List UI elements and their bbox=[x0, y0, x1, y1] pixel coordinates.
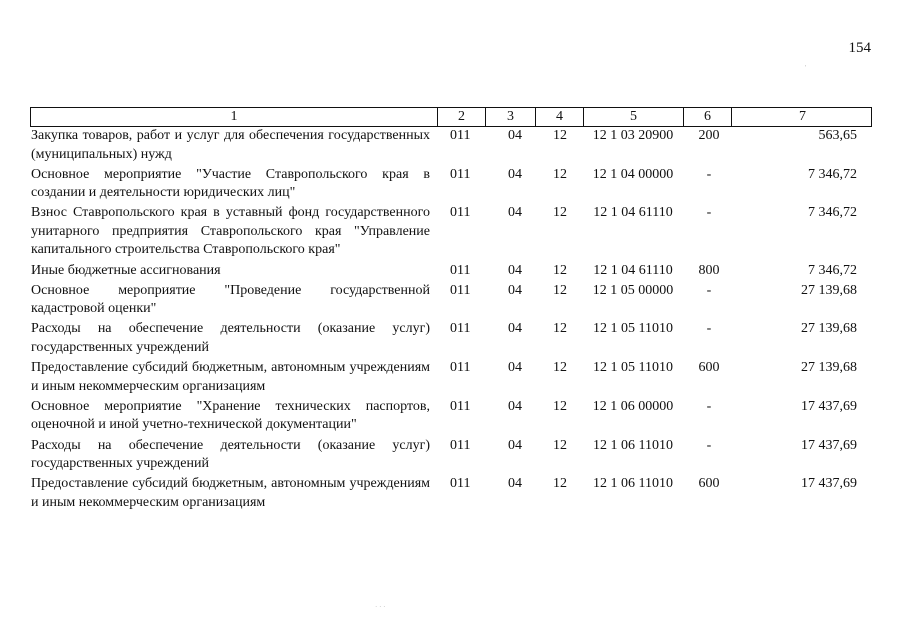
cell-expense-type: - bbox=[706, 437, 712, 453]
cell-description: Основное мероприятие "Хранение технических паспортов, оценочной и иной учетно-технической документации" bbox=[31, 398, 430, 433]
cell-amount: 17 437,69 bbox=[801, 437, 857, 453]
cell-description: Закупка товаров, работ и услуг для обеспечения государственных (муниципальных) нужд bbox=[31, 128, 430, 162]
cell-subsection: 12 bbox=[553, 166, 567, 182]
cell-expense-type: 800 bbox=[698, 262, 720, 278]
column-header-1: 1 bbox=[230, 109, 238, 124]
cell-expense-type: - bbox=[706, 282, 712, 298]
cell-ministry: 011 bbox=[450, 262, 471, 278]
cell-section: 04 bbox=[508, 282, 522, 298]
cell-amount: 7 346,72 bbox=[808, 205, 857, 221]
table-header bbox=[30, 107, 872, 127]
cell-amount: 27 139,68 bbox=[801, 360, 857, 376]
cell-section: 04 bbox=[508, 262, 522, 278]
cell-section: 04 bbox=[508, 166, 522, 182]
cell-amount: 17 437,69 bbox=[801, 398, 857, 414]
cell-target-article: 12 1 05 11010 bbox=[593, 321, 673, 337]
cell-ministry: 011 bbox=[450, 360, 471, 376]
cell-subsection: 12 bbox=[553, 398, 567, 414]
cell-ministry: 011 bbox=[450, 128, 471, 143]
table-row bbox=[30, 166, 872, 203]
cell-expense-type: 200 bbox=[698, 128, 720, 143]
cell-target-article: 12 1 06 11010 bbox=[593, 476, 673, 492]
cell-target-article: 12 1 06 00000 bbox=[592, 398, 674, 414]
cell-section: 04 bbox=[508, 437, 522, 453]
cell-description: Взнос Ставропольского края в уставный фонд государственного унитарного предприятия Ставропольского края "Управление капитального строительства Ставропольского края" bbox=[31, 205, 430, 258]
cell-section: 04 bbox=[508, 360, 522, 376]
column-header-4: 4 bbox=[535, 108, 583, 126]
column-header-5: 5 bbox=[583, 108, 683, 126]
page-number: 154 bbox=[848, 40, 871, 56]
table-row bbox=[30, 437, 872, 474]
cell-description: Предоставление субсидий бюджетным, автономным учреждениям и иным некоммерческим организациям bbox=[31, 476, 430, 510]
cell-description: Основное мероприятие "Проведение государственной кадастровой оценки" bbox=[31, 282, 430, 317]
cell-target-article: 12 1 03 20900 bbox=[592, 128, 674, 143]
cell-target-article: 12 1 04 61110 bbox=[593, 262, 673, 278]
cell-description: Расходы на обеспечение деятельности (оказание услуг) государственных учреждений bbox=[31, 321, 430, 355]
cell-ministry: 011 bbox=[450, 476, 471, 492]
cell-ministry: 011 bbox=[450, 321, 471, 337]
cell-subsection: 12 bbox=[553, 205, 567, 221]
cell-ministry: 011 bbox=[450, 437, 471, 453]
table-row bbox=[30, 475, 872, 512]
table-row bbox=[30, 398, 872, 435]
cell-target-article: 12 1 04 00000 bbox=[592, 166, 674, 182]
cell-expense-type: - bbox=[706, 166, 712, 182]
table-row bbox=[30, 204, 872, 260]
cell-subsection: 12 bbox=[553, 128, 567, 143]
cell-expense-type: - bbox=[706, 205, 712, 221]
cell-ministry: 011 bbox=[450, 166, 471, 182]
cell-subsection: 12 bbox=[553, 437, 567, 453]
budget-table bbox=[30, 107, 872, 514]
table-row bbox=[30, 282, 872, 319]
cell-expense-type: - bbox=[706, 398, 712, 414]
column-header-2: 2 bbox=[437, 108, 485, 126]
scan-mark: ' bbox=[805, 64, 807, 72]
cell-amount: 563,65 bbox=[818, 128, 857, 143]
cell-section: 04 bbox=[508, 321, 522, 337]
cell-expense-type: 600 bbox=[698, 360, 720, 376]
table-row bbox=[30, 127, 872, 164]
column-header-6: 6 bbox=[683, 108, 731, 126]
cell-target-article: 12 1 04 61110 bbox=[593, 205, 673, 221]
cell-ministry: 011 bbox=[450, 398, 471, 414]
cell-description: Основное мероприятие "Участие Ставропольского края в создании и деятельности юридических лиц" bbox=[31, 166, 430, 201]
cell-section: 04 bbox=[508, 476, 522, 492]
cell-ministry: 011 bbox=[450, 205, 471, 221]
cell-amount: 27 139,68 bbox=[801, 321, 857, 337]
cell-amount: 17 437,69 bbox=[801, 476, 857, 492]
cell-description: Иные бюджетные ассигнования bbox=[31, 262, 221, 278]
table-body bbox=[30, 127, 872, 512]
cell-description: Расходы на обеспечение деятельности (оказание услуг) государственных учреждений bbox=[31, 437, 430, 471]
cell-section: 04 bbox=[508, 205, 522, 221]
column-header-3: 3 bbox=[485, 108, 535, 126]
cell-target-article: 12 1 06 11010 bbox=[593, 437, 673, 453]
column-header-7: 7 bbox=[731, 108, 873, 126]
cell-subsection: 12 bbox=[553, 321, 567, 337]
cell-expense-type: 600 bbox=[698, 476, 720, 492]
table-row bbox=[30, 262, 872, 281]
cell-expense-type: - bbox=[706, 321, 712, 337]
table-row bbox=[30, 320, 872, 357]
cell-subsection: 12 bbox=[553, 282, 567, 298]
scan-mark: · · · bbox=[375, 603, 386, 611]
cell-section: 04 bbox=[508, 398, 522, 414]
cell-ministry: 011 bbox=[450, 282, 471, 298]
cell-target-article: 12 1 05 11010 bbox=[593, 360, 673, 376]
cell-amount: 7 346,72 bbox=[808, 166, 857, 182]
cell-target-article: 12 1 05 00000 bbox=[592, 282, 674, 298]
cell-subsection: 12 bbox=[553, 476, 567, 492]
cell-description: Предоставление субсидий бюджетным, автономным учреждениям и иным некоммерческим организациям bbox=[31, 360, 430, 394]
cell-subsection: 12 bbox=[553, 262, 567, 278]
cell-section: 04 bbox=[508, 128, 522, 143]
cell-amount: 27 139,68 bbox=[801, 282, 857, 298]
cell-amount: 7 346,72 bbox=[808, 262, 857, 278]
cell-subsection: 12 bbox=[553, 360, 567, 376]
table-row bbox=[30, 359, 872, 396]
